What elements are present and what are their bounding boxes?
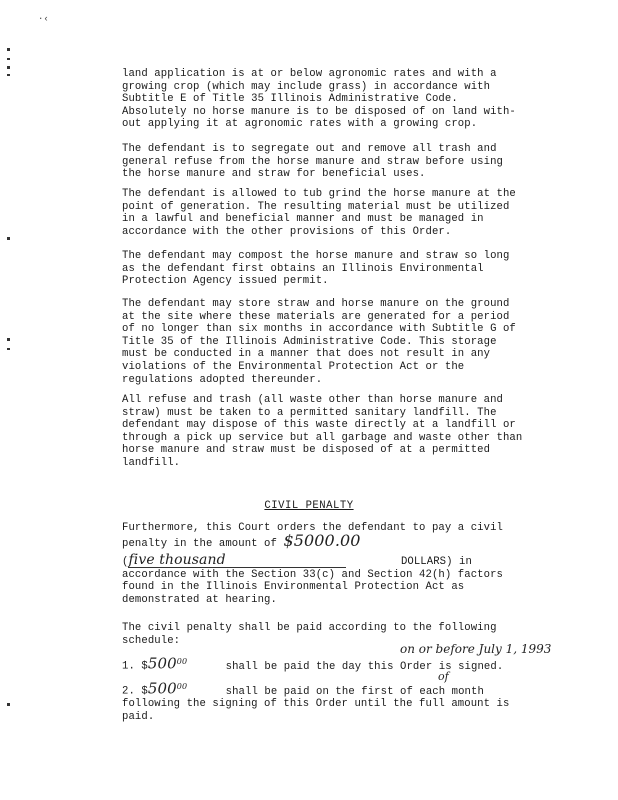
text-line: Furthermore, this Court orders the defendant to pay a civil	[122, 522, 503, 534]
text-fragment: 1. $	[122, 660, 148, 673]
text-line: All refuse and trash (all waste other than horse manure and	[122, 394, 503, 406]
margin-mark	[7, 66, 10, 69]
text-line: The defendant is allowed to tub grind the horse manure at the	[122, 188, 516, 200]
margin-mark	[7, 58, 10, 60]
text-line: at the site where these materials are generated for a period	[122, 310, 510, 323]
text-line: The defendant is to segregate out and remove all trash and	[122, 143, 497, 155]
paragraph-storage	[122, 298, 562, 386]
text-line: general refuse from the horse manure and straw before using	[122, 155, 503, 168]
text-line: The defendant may store straw and horse manure on the ground	[122, 298, 510, 310]
text-line	[122, 530, 562, 551]
text-line	[122, 681, 562, 698]
text-line: in a lawful and beneficial manner and must be managed in	[122, 213, 484, 226]
text-line: defendant may dispose of this waste directly at a landfill or	[122, 419, 516, 432]
text-fragment: DOLLARS) in	[400, 556, 472, 569]
text-line: as the defendant first obtains an Illinois Environmental	[122, 262, 484, 275]
text-line: landfill.	[122, 456, 181, 469]
text-line: horse manure and straw must be disposed of at a permitted	[122, 444, 491, 457]
text-line: demonstrated at hearing.	[122, 593, 277, 606]
paragraph-refuse	[122, 394, 562, 470]
text-line: of no longer than six months in accordance with Subtitle G of	[122, 323, 516, 336]
text-line: the horse manure and straw for beneficial uses.	[122, 168, 426, 181]
text-fragment: (	[122, 556, 129, 569]
handwritten-note: of	[438, 670, 449, 683]
handwritten-cents: 00	[176, 682, 188, 691]
paragraph-segregate-trash	[122, 143, 562, 181]
text-line	[122, 656, 562, 673]
text-line: accordance with the other provisions of this Order.	[122, 225, 452, 238]
text-line: Title 35 of the Illinois Administrative Code. This storage	[122, 335, 497, 348]
text-line: land application is at or below agronomic rates and with a	[122, 68, 497, 80]
text-line: violations of the Environmental Protection Act or the	[122, 360, 465, 373]
handwritten-amount: 500	[147, 654, 177, 673]
paragraph-land-application	[122, 68, 562, 131]
text-line: growing crop (which may include grass) in accordance with	[122, 80, 491, 93]
text-line: Subtitle E of Title 35 Illinois Administrative Code.	[122, 93, 458, 106]
payment-item-1	[122, 656, 562, 673]
paragraph-civil-penalty	[122, 522, 562, 607]
corner-mark: ·‹	[38, 14, 49, 24]
text-line: must be conducted in a manner that does not result in any	[122, 348, 491, 361]
handwritten-amount: 500	[147, 679, 177, 698]
handwritten-cents: 00	[176, 657, 188, 666]
margin-mark	[7, 48, 10, 51]
handwritten-amount-words: five thousand	[128, 554, 346, 568]
margin-mark	[7, 237, 10, 240]
text-line: The civil penalty shall be paid according to the following	[122, 622, 497, 634]
margin-mark	[7, 703, 10, 706]
text-line: through a pick up service but all garbage and waste other than	[122, 431, 523, 444]
text-line: point of generation. The resulting material must be utilized	[122, 200, 510, 213]
section-heading-civil-penalty: CIVIL PENALTY	[264, 500, 354, 512]
text-line: schedule:	[122, 634, 181, 647]
text-line: accordance with the Section 33(c) and Section 42(h) factors	[122, 568, 503, 581]
margin-mark	[7, 338, 10, 341]
text-line: following the signing of this Order until the full amount is	[122, 698, 510, 711]
text-line: Absolutely no horse manure is to be disposed of on land with-	[122, 105, 516, 118]
text-fragment: penalty in the amount of	[122, 537, 284, 550]
text-fragment: 2. $	[122, 685, 148, 698]
text-line: straw) must be taken to a permitted sanitary landfill. The	[122, 406, 497, 419]
text-fragment: shall be paid on the first of each month	[225, 685, 484, 698]
text-line: found in the Illinois Environmental Protection Act as	[122, 581, 465, 594]
text-fragment: shall be paid the day this Order is signed.	[225, 660, 504, 673]
margin-mark	[7, 348, 10, 350]
text-line: paid.	[122, 710, 155, 723]
paragraph-tub-grind	[122, 188, 562, 238]
handwritten-amount: $5000.00	[283, 530, 361, 550]
handwritten-note: on or before July 1, 1993	[400, 642, 552, 656]
text-line: Protection Agency issued permit.	[122, 275, 329, 288]
text-line: out applying it at agronomic rates with a growing crop.	[122, 118, 478, 131]
paragraph-compost	[122, 250, 562, 288]
margin-mark	[7, 74, 10, 76]
text-line: The defendant may compost the horse manure and straw so long	[122, 250, 510, 262]
text-line: regulations adopted thereunder.	[122, 373, 323, 386]
payment-item-2	[122, 681, 562, 723]
text-line	[122, 554, 562, 569]
